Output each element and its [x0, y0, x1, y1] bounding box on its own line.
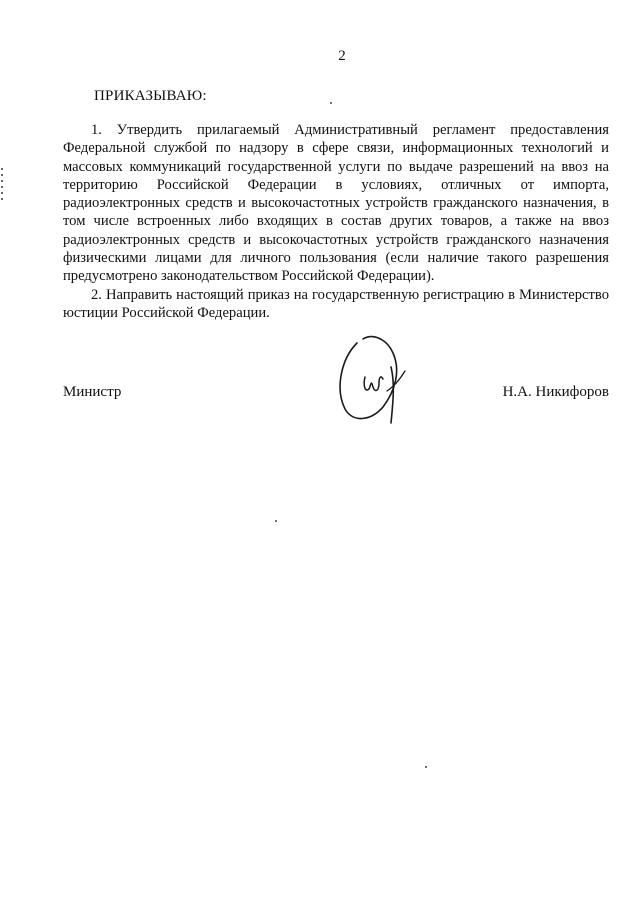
- paragraph-2: 2. Направить настоящий приказ на государственную регистрацию в Министерство юстиции Российской Федерации.: [63, 286, 609, 321]
- page-number: 2: [338, 48, 346, 64]
- signatory-name: Н.А. Никифоров: [502, 384, 609, 400]
- signatory-role: Министр: [63, 384, 122, 400]
- paragraph-1: 1. Утвердить прилагаемый Административный регламент предоставления Федеральной службой по надзору в сфере связи, информационных технологий и массовых коммуникаций государственной услуги по выдаче разрешений на ввоз на территорию Российской Федерации в условиях, отличных от импорта, радиоэлектронных средств и высокочастотных устройств гражданского назначения, в том числе встроенных либо входящих в состав других товаров, а также на ввоз радиоэлектронных средств и высокочастотных устройств гражданского назначения физическими лицами для личного пользования (если наличие такого разрешения предусмотрено законодательством Российской Федерации).: [63, 122, 609, 285]
- scan-speck: [275, 520, 277, 522]
- order-body: [63, 121, 609, 322]
- scan-speck: [330, 102, 332, 104]
- scan-speck: [425, 766, 427, 768]
- handwritten-signature: [333, 331, 413, 427]
- binding-marks: [1, 168, 4, 204]
- order-heading: ПРИКАЗЫВАЮ:: [94, 88, 207, 104]
